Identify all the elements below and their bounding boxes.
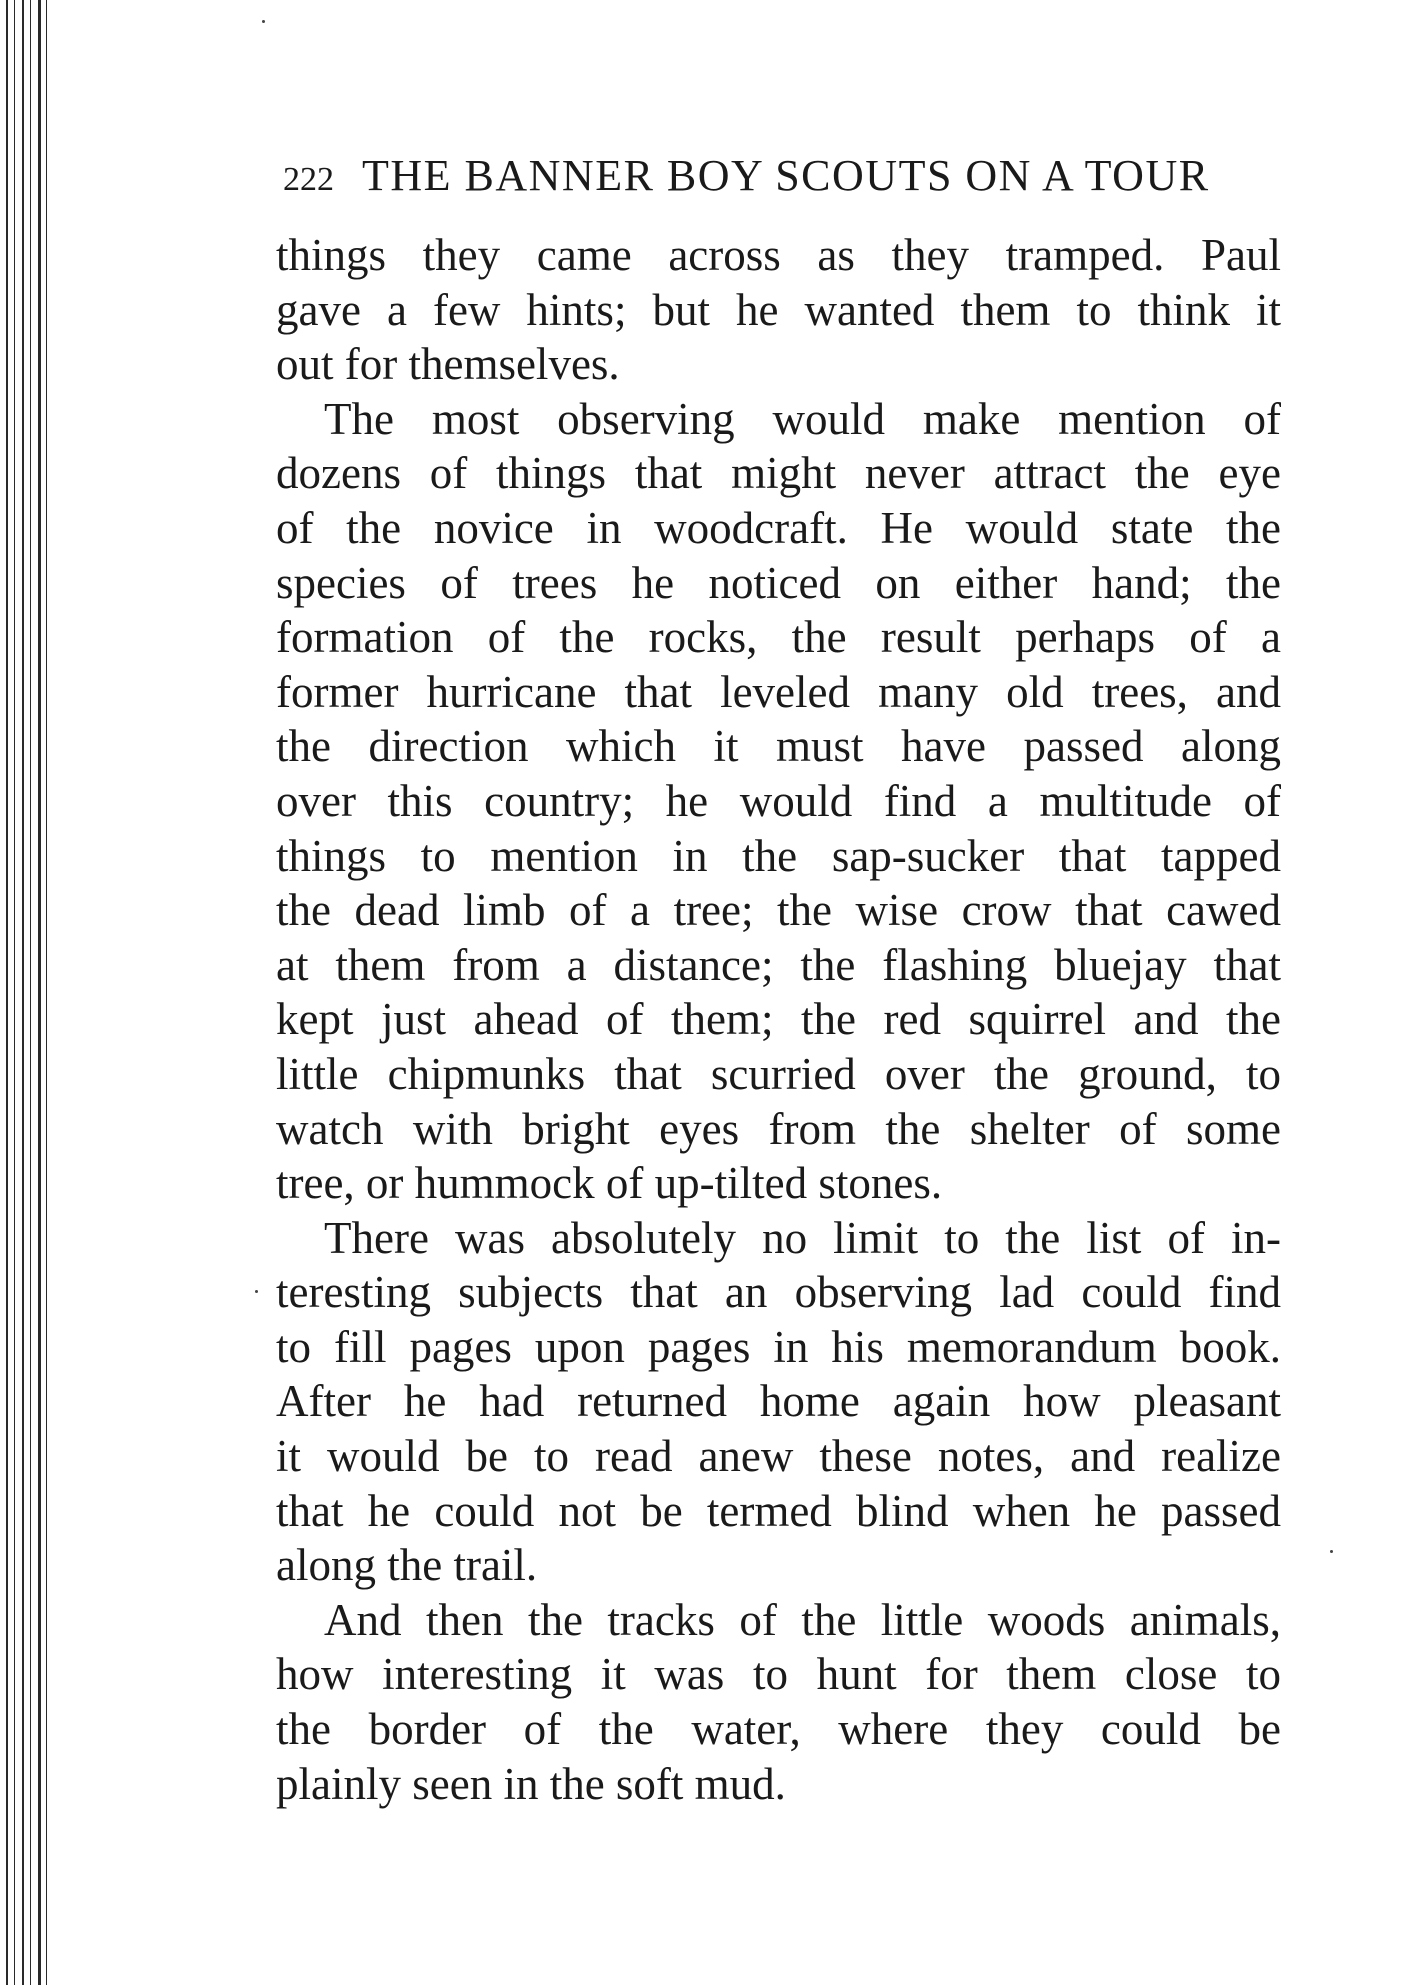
text-line: plainly seen in the soft mud. [276,1758,786,1809]
gutter-line [6,0,8,1985]
text-line: little chipmunks that scurried over the ground, to [276,1048,1281,1099]
text-line: out for themselves. [276,339,620,390]
text-line: the dead limb of a tree; the wise crow that cawed [276,885,1281,936]
text-line: And then the tracks of the little woods animals, [324,1594,1281,1645]
gutter-line [30,0,31,1985]
text-line: things they came across as they tramped. Paul [276,230,1281,280]
text-line: teresting subjects that an observing lad could find [276,1267,1281,1318]
running-title: THE BANNER BOY SCOUTS ON A TOUR [362,151,1210,200]
text-line: how interesting it was to hunt for them close to [276,1649,1281,1700]
text-line: along the trail. [276,1540,538,1591]
text-line: There was absolutely no limit to the list of in- [324,1212,1281,1263]
text-line: of the novice in woodcraft. He would state the [276,502,1281,553]
text-line: it would be to read anew these notes, and realize [276,1431,1281,1482]
body-text [276,228,1281,1811]
text-line: to fill pages upon pages in his memorandum book. [276,1321,1281,1372]
gutter-line [14,0,15,1985]
text-line: watch with bright eyes from the shelter of some [276,1103,1281,1154]
text-line: After he had returned home again how pleasant [276,1376,1281,1427]
text-line: dozens of things that might never attract the eye [276,448,1281,499]
paper-speck [262,20,265,23]
text-line: the direction which it must have passed along [276,721,1281,772]
text-line: over this country; he would find a multitude of [276,775,1281,826]
text-line: that he could not be termed blind when he passed [276,1485,1281,1536]
page-number: 222 [283,161,334,198]
text-line: at them from a distance; the flashing bluejay that [276,939,1281,990]
running-header [283,150,1283,201]
paper-speck [1330,1550,1333,1553]
binding-gutter [0,0,60,1985]
text-line: kept just ahead of them; the red squirrel and the [276,994,1281,1045]
paper-speck [255,1290,258,1293]
text-line: species of trees he noticed on either hand; the [276,557,1281,608]
text-line: things to mention in the sap-sucker that tapped [276,830,1281,881]
gutter-line [38,0,41,1985]
gutter-line [22,0,24,1985]
text-line: the border of the water, where they could be [276,1704,1281,1755]
text-line: former hurricane that leveled many old trees, and [276,666,1281,717]
text-line: formation of the rocks, the result perhaps of a [276,612,1281,663]
text-line: gave a few hints; but he wanted them to think it [276,284,1281,335]
text-line: The most observing would make mention of [324,393,1281,444]
gutter-line [46,0,47,1985]
text-line: tree, or hummock of up-tilted stones. [276,1158,943,1209]
